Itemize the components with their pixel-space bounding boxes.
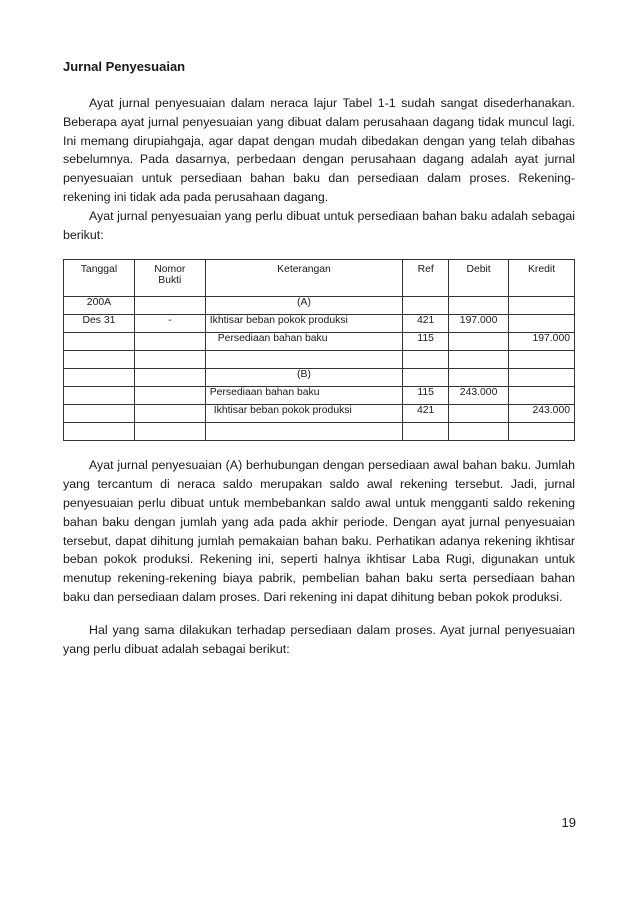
journal-table <box>63 259 575 441</box>
table-row <box>64 423 575 441</box>
header-ref: Ref <box>403 260 449 297</box>
cell-debit: 197.000 <box>449 315 509 333</box>
section-heading: Jurnal Penyesuaian <box>63 59 186 74</box>
cell-kredit: 197.000 <box>509 333 575 351</box>
header-debit: Debit <box>449 260 509 297</box>
cell-kredit <box>509 297 575 315</box>
cell-debit <box>449 297 509 315</box>
cell-debit <box>449 369 509 387</box>
header-nomor: Nomor <box>154 264 186 276</box>
cell-nomor <box>134 351 205 369</box>
explanation-paragraph: Ayat jurnal penyesuaian (A) berhubungan dengan persediaan awal bahan baku. Jumlah yang tercantum di neraca saldo merupakan saldo awal rekening tersebut. Jadi, jurnal penyesuaian perlu dibuat untuk membebankan saldo awal untuk mengganti saldo rekening bahan baku dengan jumlah yang ada pada akhir periode. Dengan ayat jurnal penyesuaian tersebut, dapat dihitung jumlah pemakaian bahan baku. Perhatikan adanya rekening ikhtisar beban pokok produksi. Rekening ini, seperti halnya ikhtisar Laba Rugi, digunakan untuk menutup rekening-rekening biaya pabrik, pembelian bahan baku serta persediaan bahan baku dan persediaan dalam proses. Dari rekening ini dapat dihitung beban pokok produksi. <box>63 458 575 604</box>
cell-nomor: - <box>134 315 205 333</box>
cell-nomor <box>134 369 205 387</box>
cell-debit <box>449 351 509 369</box>
cell-tanggal <box>64 387 135 405</box>
header-kredit: Kredit <box>509 260 575 297</box>
cell-tanggal <box>64 351 135 369</box>
cell-keterangan: (A) <box>205 297 402 315</box>
header-bukti: Bukti <box>158 275 182 287</box>
cell-ref: 115 <box>403 387 449 405</box>
cell-nomor <box>134 405 205 423</box>
cell-ref: 421 <box>403 315 449 333</box>
closing-paragraph: Hal yang sama dilakukan terhadap persediaan dalam proses. Ayat jurnal penyesuaian yang perlu dibuat adalah sebagai berikut: <box>63 622 575 656</box>
cell-nomor <box>134 333 205 351</box>
cell-kredit <box>509 423 575 441</box>
document-page <box>63 58 575 658</box>
cell-nomor <box>134 297 205 315</box>
cell-debit <box>449 405 509 423</box>
cell-nomor <box>134 387 205 405</box>
cell-tanggal <box>64 423 135 441</box>
cell-nomor <box>134 423 205 441</box>
cell-keterangan <box>205 423 402 441</box>
cell-kredit: 243.000 <box>509 405 575 423</box>
cell-ref <box>403 369 449 387</box>
cell-ref <box>403 423 449 441</box>
cell-debit: 243.000 <box>449 387 509 405</box>
header-tanggal: Tanggal <box>64 260 135 297</box>
cell-keterangan: Persediaan bahan baku <box>205 387 402 405</box>
table-row <box>64 333 575 351</box>
cell-keterangan: Ikhtisar beban pokok produksi <box>205 315 402 333</box>
header-nomor-bukti <box>134 260 205 297</box>
cell-kredit <box>509 351 575 369</box>
table-row <box>64 297 575 315</box>
cell-ref: 115 <box>403 333 449 351</box>
cell-ref <box>403 351 449 369</box>
cell-ref: 421 <box>403 405 449 423</box>
cell-ref <box>403 297 449 315</box>
cell-keterangan <box>205 351 402 369</box>
paragraph-spacer <box>63 607 575 621</box>
cell-tanggal <box>64 369 135 387</box>
table-lead-paragraph: Ayat jurnal penyesuaian yang perlu dibuat untuk persediaan bahan baku adalah sebagai berikut: <box>63 208 575 242</box>
cell-kredit <box>509 315 575 333</box>
cell-tanggal <box>64 333 135 351</box>
intro-paragraph: Ayat jurnal penyesuaian dalam neraca lajur Tabel 1-1 sudah sangat disederhanakan. Beberapa ayat jurnal penyesuaian yang dibuat dalam perusahaan dagang tidak muncul lagi. Ini memang dirupiahgaja, agar dapat dengan mudah dibedakan dengan yang telah dibahas sebelumnya. Pada dasarnya, perbedaan dengan perusahaan dagang adalah ayat jurnal penyesuaian untuk persediaan bahan baku dan persediaan dalam proses. Rekening-rekening ini tidak ada pada perusahaan dagang. <box>63 96 575 204</box>
cell-keterangan: Persediaan bahan baku <box>205 333 402 351</box>
cell-debit <box>449 423 509 441</box>
table-row <box>64 315 575 333</box>
cell-kredit <box>509 387 575 405</box>
cell-debit <box>449 333 509 351</box>
table-row <box>64 405 575 423</box>
cell-keterangan: Ikhtisar beban pokok produksi <box>205 405 402 423</box>
cell-kredit <box>509 369 575 387</box>
table-row <box>64 351 575 369</box>
cell-tanggal: 200A <box>64 297 135 315</box>
cell-keterangan: (B) <box>205 369 402 387</box>
cell-tanggal: Des 31 <box>64 315 135 333</box>
header-keterangan: Keterangan <box>205 260 402 297</box>
page-number: 19 <box>561 815 576 830</box>
cell-tanggal <box>64 405 135 423</box>
table-header-row <box>64 260 575 297</box>
table-row <box>64 369 575 387</box>
table-row <box>64 387 575 405</box>
